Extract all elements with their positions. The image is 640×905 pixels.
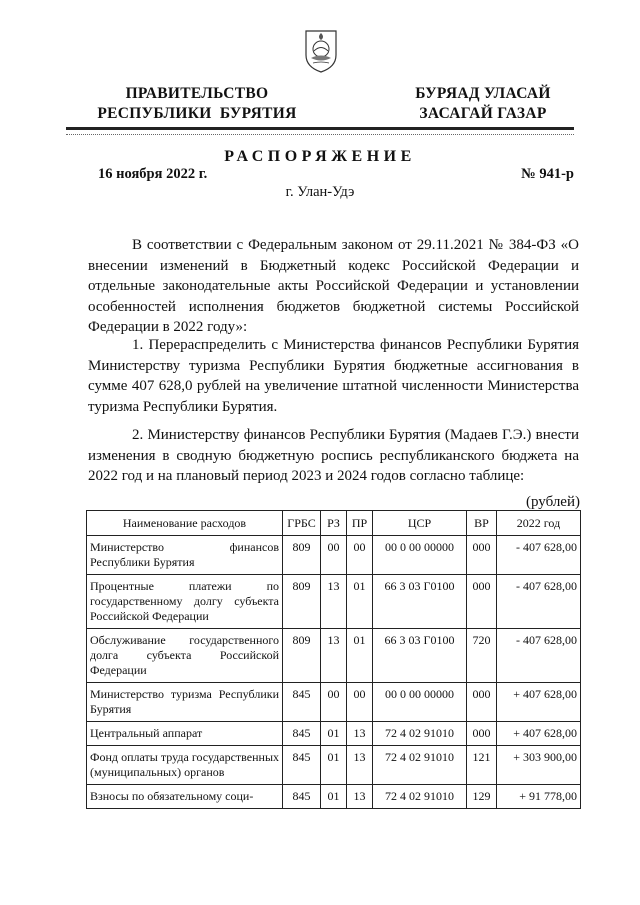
grbs-cell: 809	[283, 536, 321, 575]
vr-cell: 000	[467, 722, 497, 746]
grbs-cell: 845	[283, 722, 321, 746]
csr-cell: 72 4 02 91010	[373, 785, 467, 809]
government-name-russian	[92, 84, 302, 124]
document-title: РАСПОРЯЖЕНИЕ	[224, 148, 416, 165]
column-header: РЗ	[321, 511, 347, 536]
table-row	[87, 683, 581, 722]
rz-cell: 00	[321, 683, 347, 722]
rz-cell: 01	[321, 722, 347, 746]
vr-cell: 129	[467, 785, 497, 809]
csr-cell: 66 3 03 Г0100	[373, 629, 467, 683]
government-name-buryat	[398, 84, 568, 124]
amount-cell: + 407 628,00	[497, 683, 581, 722]
table-header-row	[87, 511, 581, 536]
table-row	[87, 575, 581, 629]
vr-cell: 000	[467, 536, 497, 575]
expense-name-cell: Процентные платежи по государственному долгу субъекта Российской Федерации	[87, 575, 283, 629]
document-city: г. Улан-Удэ	[285, 184, 355, 200]
pr-cell: 01	[347, 575, 373, 629]
coat-of-arms-icon	[303, 27, 339, 73]
grbs-cell: 845	[283, 746, 321, 785]
amount-cell: + 91 778,00	[497, 785, 581, 809]
header-right-line2: ЗАСАГАЙ ГАЗАР	[419, 105, 547, 122]
rz-cell: 13	[321, 575, 347, 629]
header-left-line1: ПРАВИТЕЛЬСТВО	[125, 85, 269, 102]
expense-name-cell: Взносы по обязательному соци-	[87, 785, 283, 809]
vr-cell: 720	[467, 629, 497, 683]
budget-table	[86, 510, 581, 809]
vr-cell: 000	[467, 683, 497, 722]
vr-cell: 121	[467, 746, 497, 785]
header-divider	[66, 127, 574, 130]
table-row	[87, 746, 581, 785]
pr-cell: 13	[347, 785, 373, 809]
amount-cell: - 407 628,00	[497, 629, 581, 683]
amount-cell: - 407 628,00	[497, 536, 581, 575]
pr-cell: 13	[347, 746, 373, 785]
column-header: ГРБС	[283, 511, 321, 536]
expense-name-cell: Министерство туризма Республики Бурятия	[87, 683, 283, 722]
document-date: 16 ноября 2022 г.	[98, 166, 208, 182]
preamble-paragraph: В соответствии с Федеральным законом от 29.11.2021 № 384-ФЗ «О внесении изменений в Бюджетный кодекс Российской Федерации и отдельные законодательные акты Российской Федерации и установлении особенностей исполнения бюджетов бюджетной системы Российской Федерации в 2022 году»:	[88, 237, 579, 335]
expense-name-cell: Обслуживание государственного долга субъекта Российской Федерации	[87, 629, 283, 683]
csr-cell: 66 3 03 Г0100	[373, 575, 467, 629]
header-right-line1: БУРЯАД УЛАСАЙ	[415, 85, 551, 102]
column-header: ПР	[347, 511, 373, 536]
amount-cell: + 303 900,00	[497, 746, 581, 785]
rz-cell: 00	[321, 536, 347, 575]
grbs-cell: 809	[283, 629, 321, 683]
clause-1-paragraph: 1. Перераспределить с Министерства финансов Республики Бурятия Министерству туризма Республики Бурятия бюджетные ассигнования в сумме 407 628,0 рублей на увеличение штатной численности Министерства туризма Республики Бурятия.	[88, 337, 579, 415]
csr-cell: 72 4 02 91010	[373, 746, 467, 785]
pr-cell: 13	[347, 722, 373, 746]
pr-cell: 01	[347, 629, 373, 683]
grbs-cell: 809	[283, 575, 321, 629]
expense-name-cell: Министерство финансов Республики Бурятия	[87, 536, 283, 575]
table-row	[87, 536, 581, 575]
amount-cell: - 407 628,00	[497, 575, 581, 629]
rz-cell: 13	[321, 629, 347, 683]
table-units: (рублей)	[525, 494, 580, 510]
rz-cell: 01	[321, 746, 347, 785]
grbs-cell: 845	[283, 683, 321, 722]
column-header: 2022 год	[497, 511, 581, 536]
column-header: ВР	[467, 511, 497, 536]
header-left-line2: РЕСПУБЛИКИ БУРЯТИЯ	[97, 105, 297, 122]
document-number: № 941-р	[521, 166, 574, 182]
column-header: ЦСР	[373, 511, 467, 536]
header-divider-dotted	[66, 134, 574, 135]
expense-name-cell: Фонд оплаты труда государственных (муниципальных) органов	[87, 746, 283, 785]
rz-cell: 01	[321, 785, 347, 809]
table-row	[87, 785, 581, 809]
pr-cell: 00	[347, 536, 373, 575]
csr-cell: 00 0 00 00000	[373, 536, 467, 575]
table-row	[87, 722, 581, 746]
clause-2-paragraph: 2. Министерству финансов Республики Бурятия (Мадаев Г.Э.) внести изменения в сводную бюджетную роспись республиканского бюджета на 2022 год и на плановый период 2023 и 2024 годов согласно таблице:	[88, 427, 579, 484]
column-header: Наименование расходов	[87, 511, 283, 536]
expense-name-cell: Центральный аппарат	[87, 722, 283, 746]
table-row	[87, 629, 581, 683]
vr-cell: 000	[467, 575, 497, 629]
csr-cell: 00 0 00 00000	[373, 683, 467, 722]
grbs-cell: 845	[283, 785, 321, 809]
amount-cell: + 407 628,00	[497, 722, 581, 746]
csr-cell: 72 4 02 91010	[373, 722, 467, 746]
pr-cell: 00	[347, 683, 373, 722]
